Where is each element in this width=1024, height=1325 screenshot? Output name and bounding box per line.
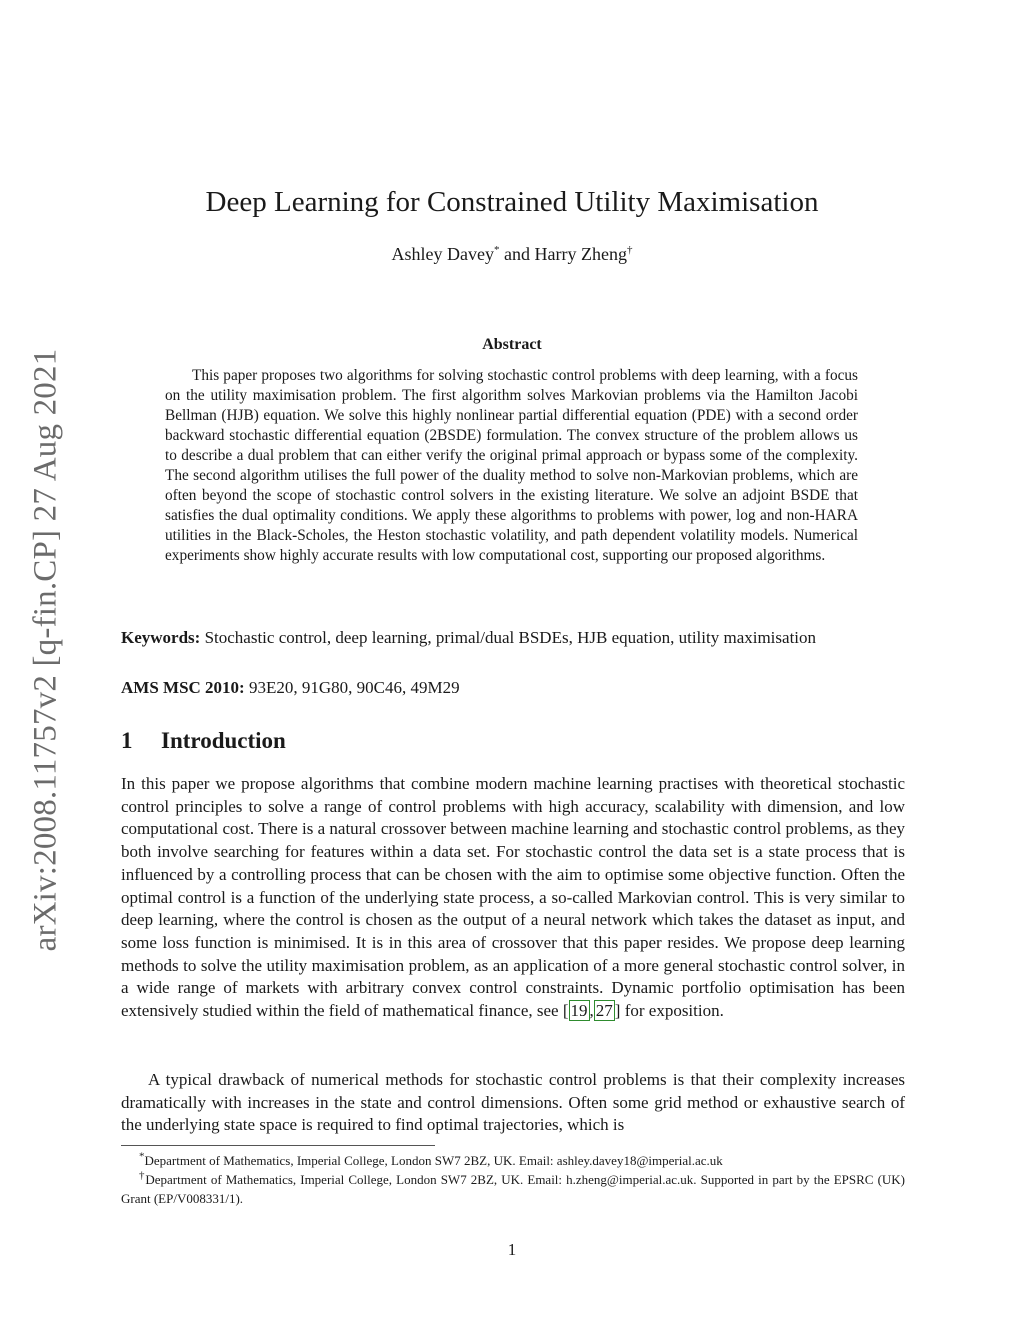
- citation-link-19[interactable]: 19: [570, 1001, 588, 1021]
- footnote-2-text: Department of Mathematics, Imperial College, London SW7 2BZ, UK. Email: h.zheng@imperial.ac.uk. Supported in part by the EPSRC (UK) Grant (EP/V008331/1).: [121, 1172, 906, 1206]
- footnote-1: [121, 1151, 905, 1170]
- citation-bracket-close: ]: [614, 1001, 621, 1021]
- author-2: Harry Zheng: [534, 244, 627, 264]
- citation-separator: ,: [589, 1001, 594, 1021]
- author-conjunction: and: [499, 244, 535, 264]
- keywords-label: Keywords:: [121, 628, 201, 647]
- paper-title: Deep Learning for Constrained Utility Maximisation: [205, 186, 819, 218]
- page-number: 1: [507, 1240, 517, 1259]
- footnote-1-mark: *: [139, 1150, 145, 1163]
- section-number: 1: [121, 728, 133, 753]
- author-1: Ashley Davey: [391, 244, 494, 264]
- footnote-2-mark: †: [139, 1169, 146, 1182]
- footnote-rule: [121, 1145, 435, 1146]
- ams-label: AMS MSC 2010:: [121, 678, 245, 697]
- author-1-footnote-mark[interactable]: *: [494, 244, 500, 256]
- footnote-2: [121, 1170, 905, 1208]
- author-line: [0, 244, 1024, 265]
- section-heading: [121, 728, 286, 754]
- intro-paragraph-1: [121, 773, 905, 1023]
- keywords-text: Stochastic control, deep learning, primal/dual BSDEs, HJB equation, utility maximisation: [200, 628, 817, 647]
- intro-paragraph-2: A typical drawback of numerical methods for stochastic control problems is that their complexity increases dramatically with increases in the state and control dimensions. Often some grid method or exhaustive search of the underlying state space is required to find optimal trajectories, which is: [121, 1070, 905, 1135]
- intro-p1-text: In this paper we propose algorithms that combine modern machine learning practises with theoretical stochastic control principles to solve a range of control problems with high accuracy, scalability with dimension, and low computational cost. There is a natural crossover between machine learning and stochastic control problems, as they both involve searching for features within a data set. For stochastic control the data set is a state process that is influenced by a controlling process that can be chosen with the aim to optimise some objective function. Often the optimal control is a function of the underlying state process, a so-called Markovian control. This is very similar to deep learning, where the control is chosen as the output of a neural network which takes the dataset as input, and some loss function is minimised. It is in this area of crossover that this paper resides. We propose deep learning methods to solve the utility maximisation problem, as an application of a more general stochastic control solver, in a wide range of markets with arbitrary convex control constraints. Dynamic portfolio optimisation has been extensively studied within the field of mathematical finance, see: [121, 774, 905, 1021]
- intro-p1-end: for exposition.: [620, 1001, 724, 1021]
- ams-msc: [121, 677, 905, 699]
- ams-codes: 93E20, 91G80, 90C46, 49M29: [244, 678, 460, 697]
- abstract-text: This paper proposes two algorithms for solving stochastic control problems with deep learning, with a focus on the utility maximisation problem. The first algorithm solves Markovian problems via the Hamilton Jacobi Bellman (HJB) equation. We solve this highly nonlinear partial differential equation (PDE) with a second order backward stochastic differential equation (2BSDE) formulation. The convex structure of the problem allows us to describe a dual problem that can either verify the original primal approach or bypass some of the complexity. The second algorithm utilises the full power of the duality method to solve non-Markovian problems, which are often beyond the scope of stochastic control solvers in the existing literature. We solve an adjoint BSDE that satisfies the dual optimality conditions. We apply these algorithms to problems with power, log and non-HARA utilities in the Black-Scholes, the Heston stochastic volatility, and path dependent volatility models. Numerical experiments show highly accurate results with low computational cost, supporting our proposed algorithms.: [165, 367, 858, 564]
- abstract-heading: Abstract: [482, 336, 542, 353]
- arxiv-identifier[interactable]: arXiv:2008.11757v2 [q-fin.CP] 27 Aug 2021: [27, 348, 64, 952]
- citation-link-27[interactable]: 27: [595, 1001, 613, 1021]
- author-2-footnote-mark[interactable]: †: [626, 244, 633, 256]
- citation-bracket-open: [: [562, 1001, 569, 1021]
- keywords: [121, 627, 905, 649]
- footnote-1-text: Department of Mathematics, Imperial College, London SW7 2BZ, UK. Email: ashley.davey18@imperial.ac.uk: [144, 1153, 723, 1168]
- section-title: Introduction: [161, 728, 286, 753]
